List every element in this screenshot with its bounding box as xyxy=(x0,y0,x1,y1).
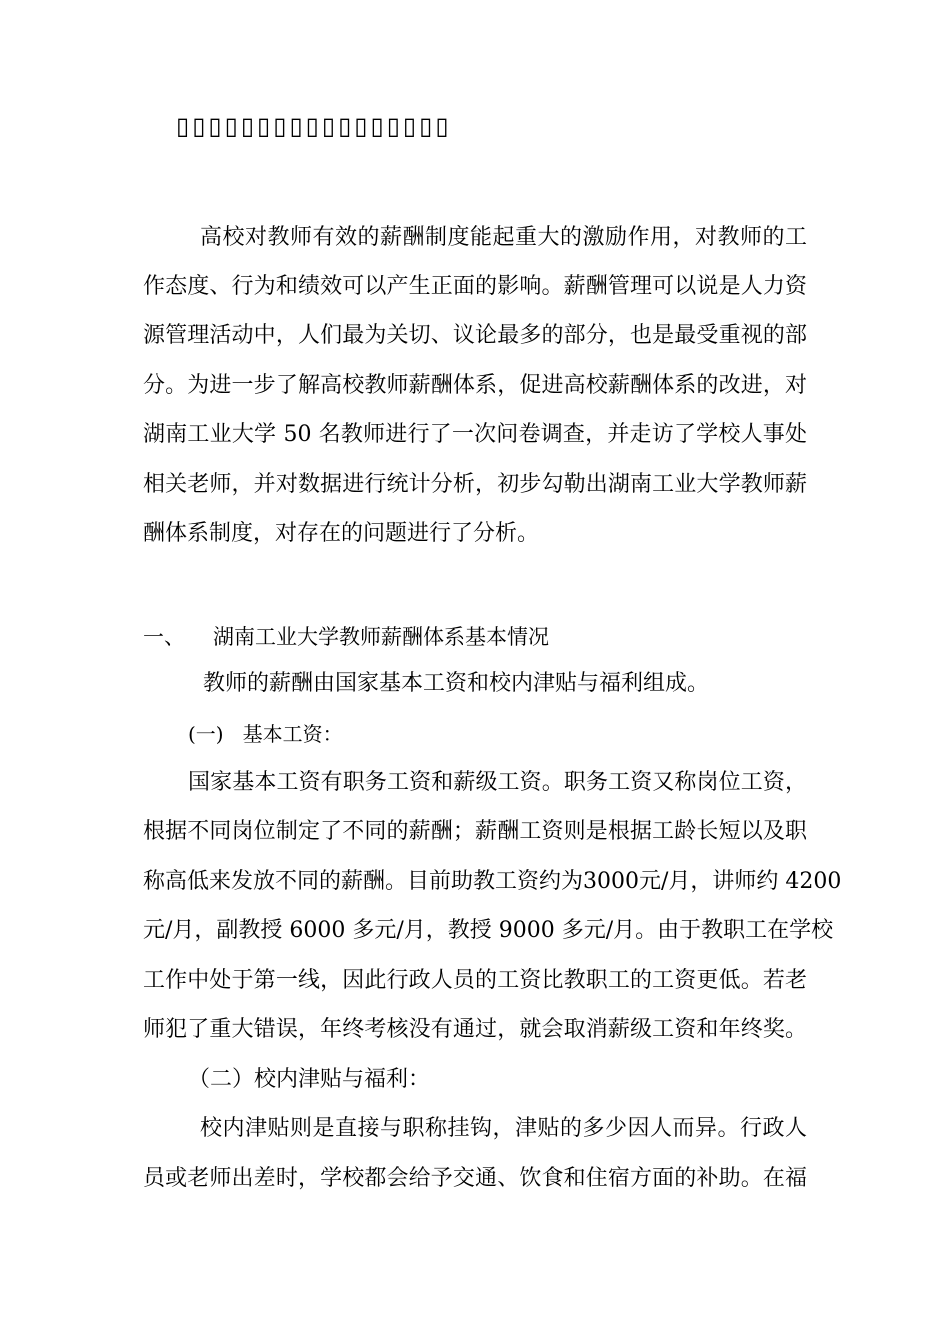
intro-line-4: 分。为进一步了解高校教师薪酬体系，促进高校薪酬体系的改进，对 xyxy=(143,373,807,398)
subsection-2-heading: （二）校内津贴与福利： xyxy=(188,1067,431,1092)
section-title: 湖南工业大学教师薪酬体系基本情况 xyxy=(213,625,549,649)
intro-line-2: 作态度、行为和绩效可以产生正面的影响。薪酬管理可以说是人力资 xyxy=(143,274,807,299)
document-title: ▯▯▯▯▯▯▯▯▯▯▯▯▯▯▯▯▯ xyxy=(176,112,452,140)
intro-line-5: 湖南工业大学 50 名教师进行了一次问卷调查，并走访了学校人事处 xyxy=(143,422,807,447)
sub1-line-2: 根据不同岗位制定了不同的薪酬；薪酬工资则是根据工龄长短以及职 xyxy=(143,819,807,844)
section-summary: 教师的薪酬由国家基本工资和校内津贴与福利组成。 xyxy=(203,671,710,696)
section-number: 一、 xyxy=(143,625,185,649)
intro-line-3: 源管理活动中，人们最为关切、议论最多的部分，也是最受重视的部 xyxy=(143,323,807,348)
sub1-line-5: 工作中处于第一线，因此行政人员的工资比教职工的工资更低。若老 xyxy=(143,968,807,993)
sub2-line-2: 员或老师出差时，学校都会给予交通、饮食和住宿方面的补助。在福 xyxy=(143,1166,807,1191)
subsection-1-heading: (一) 基本工资： xyxy=(188,722,343,746)
sub1-line-3: 称高低来发放不同的薪酬。目前助教工资约为3000元/月，讲师约 4200 xyxy=(143,869,842,894)
sub1-line-1: 国家基本工资有职务工资和薪级工资。职务工资又称岗位工资， xyxy=(188,770,807,795)
intro-line-1: 高校对教师有效的薪酬制度能起重大的激励作用，对教师的工 xyxy=(200,225,807,250)
intro-line-7: 酬体系制度，对存在的问题进行了分析。 xyxy=(143,521,540,546)
sub1-line-6: 师犯了重大错误，年终考核没有通过，就会取消薪级工资和年终奖。 xyxy=(143,1017,807,1042)
sub1-line-4: 元/月，副教授 6000 多元/月，教授 9000 多元/月。由于教职工在学校 xyxy=(143,918,834,943)
sub2-line-1: 校内津贴则是直接与职称挂钩，津贴的多少因人而异。行政人 xyxy=(200,1116,807,1141)
intro-line-6: 相关老师，并对数据进行统计分析，初步勾勒出湖南工业大学教师薪 xyxy=(143,472,807,497)
